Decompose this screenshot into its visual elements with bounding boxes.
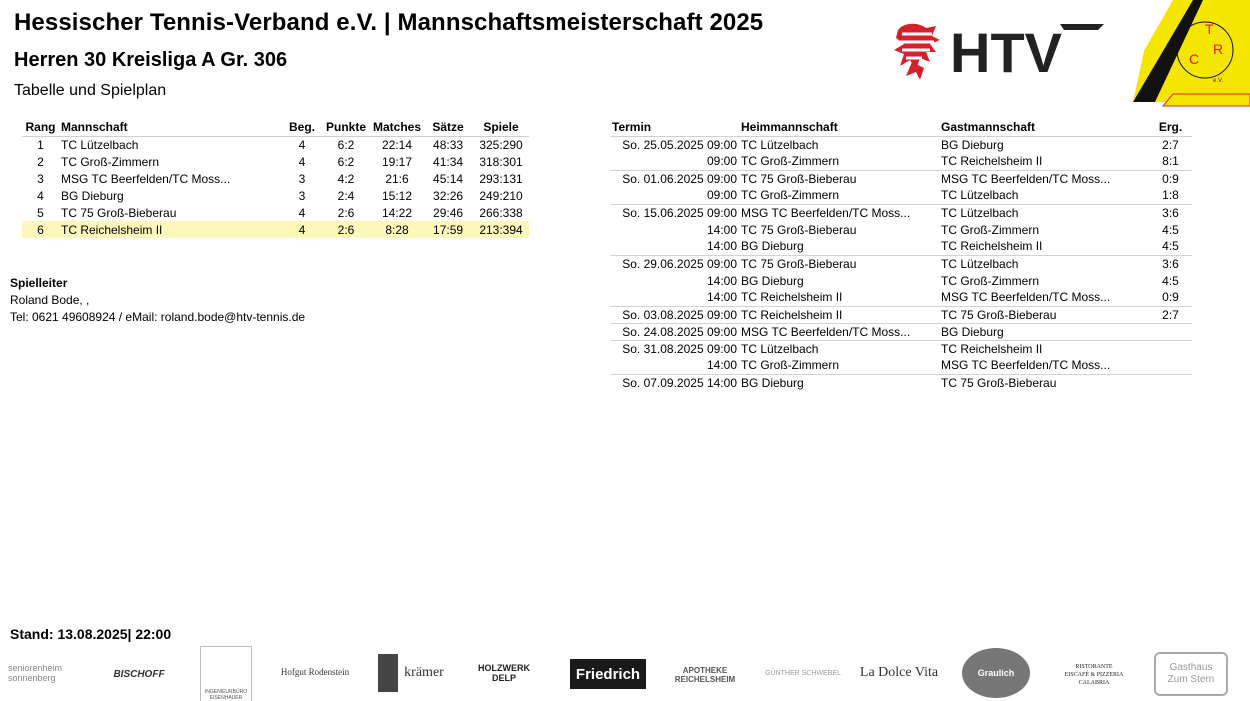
- sponsor-holzwerk: HOLZWERK DELP: [478, 663, 530, 683]
- points: 4:2: [337, 171, 355, 186]
- header-matches: Matches: [373, 120, 422, 135]
- home-team: MSG TC Beerfelden/TC Moss...: [739, 204, 939, 221]
- svg-text:e.V.: e.V.: [1213, 78, 1224, 84]
- home-team: TC Lützelbach: [741, 137, 819, 152]
- match-date: So. 25.05.2025 09:00: [622, 137, 737, 152]
- schedule-row: [610, 374, 1192, 391]
- away-team: BG Dieburg: [939, 323, 1149, 340]
- schedule-row: [610, 306, 1192, 323]
- header-beg: Beg.: [283, 119, 321, 136]
- standings-header-row: [22, 119, 529, 136]
- away-team: TC Lützelbach: [939, 204, 1149, 221]
- games: 266:338: [479, 205, 523, 220]
- standings-row: [22, 170, 529, 187]
- games-played: 4: [298, 205, 306, 220]
- home-team: TC 75 Groß-Bieberau: [739, 255, 939, 272]
- points: 6:2: [337, 154, 355, 169]
- home-team: TC Groß-Zimmern: [741, 358, 839, 373]
- sponsor-la-dolce-vita: La Dolce Vita: [859, 665, 939, 680]
- result: 4:5: [1162, 222, 1179, 237]
- match-date: 14:00: [706, 290, 737, 305]
- result: 0:9: [1162, 290, 1179, 305]
- games: 325:290: [479, 137, 523, 152]
- matches: 22:14: [382, 137, 413, 152]
- schedule-row: [610, 204, 1192, 221]
- games-played: 3: [298, 188, 306, 203]
- schedule-row: [610, 170, 1192, 187]
- schedule-table: [610, 119, 1192, 391]
- hesse-lion-icon: [894, 24, 940, 80]
- sponsor-friedrich: Friedrich: [570, 659, 646, 689]
- home-team: TC 75 Groß-Bieberau: [739, 170, 939, 187]
- match-date: 14:00: [706, 358, 737, 373]
- match-date: 14:00: [706, 222, 737, 237]
- sponsor-apotheke: APOTHEKE REICHELSHEIM: [674, 666, 736, 684]
- club-logo: [1133, 0, 1250, 108]
- header-gast: Gastmannschaft: [939, 119, 1149, 136]
- header-termin: Termin: [610, 119, 739, 136]
- team-name: TC Groß-Zimmern: [61, 154, 159, 169]
- points: 2:4: [337, 188, 355, 203]
- sets: 32:26: [433, 188, 464, 203]
- result: [1149, 340, 1192, 357]
- page-title: Hessischer Tennis-Verband e.V. | Mannschaftsmeisterschaft 2025: [14, 9, 764, 36]
- match-date: 14:00: [706, 273, 737, 288]
- sponsor-calabria: RISTORANTE EISCAFÉ & PIZZERIA CALABRIA: [1064, 664, 1124, 686]
- home-team: BG Dieburg: [741, 273, 804, 288]
- sets: 48:33: [433, 137, 464, 152]
- standings-row: [22, 153, 529, 170]
- svg-text:C: C: [1189, 51, 1200, 67]
- sets: 29:46: [433, 205, 464, 220]
- home-team: TC Lützelbach: [739, 340, 939, 357]
- schedule-row: [610, 272, 1192, 289]
- games-played: 4: [298, 154, 306, 169]
- points: 2:6: [321, 221, 371, 238]
- match-date: So. 24.08.2025 09:00: [610, 323, 739, 340]
- svg-text:T: T: [1205, 21, 1214, 37]
- result: 2:7: [1162, 137, 1179, 152]
- match-date: 09:00: [706, 154, 737, 169]
- result: 4:5: [1162, 273, 1179, 288]
- standings-table: [22, 119, 529, 238]
- away-team: TC Groß-Zimmern: [941, 273, 1039, 288]
- schedule-row: [610, 340, 1192, 357]
- spielleiter-name: Roland Bode, ,: [10, 293, 90, 307]
- htv-logo: [892, 20, 1106, 82]
- sponsor-rodenstein: Hofgut Rodenstein: [280, 667, 350, 677]
- home-team: TC 75 Groß-Bieberau: [741, 222, 857, 237]
- result: [1149, 323, 1192, 340]
- stand-timestamp: Stand: 13.08.2025| 22:00: [10, 626, 172, 642]
- standings-row: [22, 136, 529, 153]
- home-team: TC Groß-Zimmern: [741, 154, 839, 169]
- match-date: So. 01.06.2025 09:00: [610, 170, 739, 187]
- home-team: TC Reichelsheim II: [739, 306, 939, 323]
- schedule-row: [610, 136, 1192, 153]
- match-date: So. 03.08.2025 09:00: [610, 306, 739, 323]
- away-team: TC 75 Groß-Bieberau: [939, 374, 1149, 391]
- match-date: So. 31.08.2025 09:00: [610, 340, 739, 357]
- header-spiele: Spiele: [473, 119, 529, 136]
- games: 249:210: [479, 188, 523, 203]
- away-team: TC Reichelsheim II: [941, 239, 1043, 254]
- away-team: MSG TC Beerfelden/TC Moss...: [939, 170, 1149, 187]
- result: 4:5: [1162, 239, 1179, 254]
- header-heim: Heimmannschaft: [739, 119, 939, 136]
- away-team: MSG TC Beerfelden/TC Moss...: [941, 358, 1111, 373]
- result: 1:8: [1162, 188, 1179, 203]
- result: [1149, 374, 1192, 391]
- svg-text:HTV: HTV: [950, 21, 1062, 82]
- away-team: TC Lützelbach: [941, 188, 1019, 203]
- sets: 45:14: [433, 171, 464, 186]
- result: 3:6: [1149, 204, 1192, 221]
- spielleiter-heading: Spielleiter: [10, 276, 68, 290]
- header-rang: Rang: [22, 119, 59, 136]
- header-mannschaft: Mannschaft: [59, 119, 283, 136]
- points: 2:6: [337, 205, 355, 220]
- schedule-header-row: [610, 119, 1192, 136]
- rank: 2: [37, 154, 44, 169]
- sets: 41:34: [433, 154, 464, 169]
- rank: 5: [37, 205, 44, 220]
- standings-row-highlighted: [22, 221, 529, 238]
- games-played: 4: [298, 137, 306, 152]
- sponsor-bar: [0, 640, 1250, 701]
- games-played: 3: [298, 171, 306, 186]
- schedule-row: [610, 255, 1192, 272]
- away-team: TC Reichelsheim II: [939, 340, 1149, 357]
- schedule-row: [610, 323, 1192, 340]
- home-team: BG Dieburg: [739, 374, 939, 391]
- away-team: TC 75 Groß-Bieberau: [939, 306, 1149, 323]
- games: 213:394: [473, 221, 529, 238]
- home-team: MSG TC Beerfelden/TC Moss...: [739, 323, 939, 340]
- sponsor-sonnenberg: seniorenheim sonnenberg: [8, 663, 63, 683]
- sponsor-zum-stern: Gasthaus Zum Stern: [1154, 652, 1228, 696]
- match-date: 09:00: [706, 188, 737, 203]
- games: 293:131: [479, 171, 523, 186]
- matches: 19:17: [382, 154, 413, 169]
- header-erg: Erg.: [1149, 119, 1192, 136]
- rank: 4: [37, 188, 44, 203]
- matches: 21:6: [385, 171, 409, 186]
- home-team: TC Groß-Zimmern: [741, 188, 839, 203]
- match-date: So. 07.09.2025 14:00: [610, 374, 739, 391]
- matches: 8:28: [371, 221, 423, 238]
- svg-text:R: R: [1213, 41, 1224, 57]
- result: [1149, 357, 1192, 374]
- home-team: BG Dieburg: [741, 239, 804, 254]
- points: 6:2: [337, 137, 355, 152]
- away-team: BG Dieburg: [941, 137, 1004, 152]
- schedule-row: [610, 153, 1192, 170]
- team-name: BG Dieburg: [61, 188, 124, 203]
- schedule-row: [610, 221, 1192, 238]
- rank: 1: [37, 137, 44, 152]
- sponsor-schwebel: GÜNTHER SCHWEBEL: [765, 669, 841, 677]
- games: 318:301: [479, 154, 523, 169]
- match-date: So. 15.06.2025 09:00: [610, 204, 739, 221]
- matches: 15:12: [382, 188, 413, 203]
- team-name: TC Reichelsheim II: [59, 221, 283, 238]
- result: 3:6: [1149, 255, 1192, 272]
- league-title: Herren 30 Kreisliga A Gr. 306: [14, 49, 288, 71]
- standings-row: [22, 187, 529, 204]
- match-date: So. 29.06.2025 09:00: [610, 255, 739, 272]
- rank: 6: [22, 221, 59, 238]
- header-punkte: Punkte: [321, 119, 371, 136]
- section-title: Tabelle und Spielplan: [14, 82, 167, 99]
- spielleiter-block: [10, 275, 305, 326]
- games-played: 4: [283, 221, 321, 238]
- away-team: TC Groß-Zimmern: [941, 222, 1039, 237]
- away-team: MSG TC Beerfelden/TC Moss...: [941, 290, 1111, 305]
- team-name: MSG TC Beerfelden/TC Moss...: [61, 171, 231, 186]
- result: 0:9: [1149, 170, 1192, 187]
- schedule-row: [610, 238, 1192, 255]
- result: 2:7: [1149, 306, 1192, 323]
- matches: 14:22: [382, 205, 413, 220]
- away-team: TC Lützelbach: [939, 255, 1149, 272]
- spielleiter-contact: Tel: 0621 49608924 / eMail: roland.bode@htv-tennis.de: [10, 310, 306, 324]
- schedule-row: [610, 357, 1192, 374]
- sponsor-eisenhauer: INGENIEURBÜRO EISENHAUER: [200, 646, 252, 701]
- result: 8:1: [1162, 154, 1179, 169]
- sponsor-graulich: Graulich: [962, 648, 1030, 698]
- sets: 17:59: [423, 221, 473, 238]
- schedule-row: [610, 289, 1192, 306]
- rank: 3: [37, 171, 44, 186]
- match-date: 14:00: [706, 239, 737, 254]
- sponsor-bischoff: BISCHOFF: [113, 668, 165, 680]
- schedule-row: [610, 187, 1192, 204]
- standings-row: [22, 204, 529, 221]
- away-team: TC Reichelsheim II: [941, 154, 1043, 169]
- team-name: TC Lützelbach: [61, 137, 139, 152]
- home-team: TC Reichelsheim II: [741, 290, 843, 305]
- sponsor-kramer: krämer: [378, 654, 450, 692]
- header-saetze: Sätze: [423, 119, 473, 136]
- team-name: TC 75 Groß-Bieberau: [61, 205, 177, 220]
